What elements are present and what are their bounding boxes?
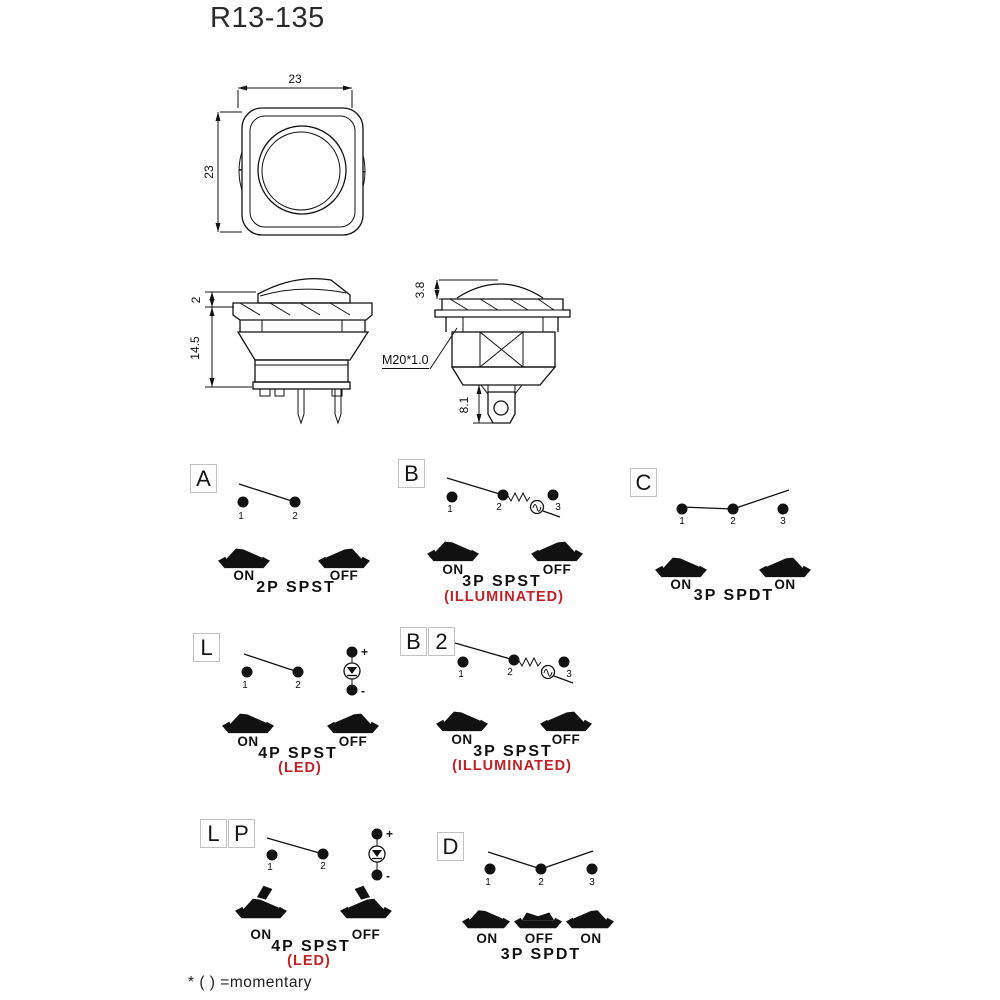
section-l-sub-label: (LED) [278, 760, 322, 776]
rocker-momentary-on-icon [235, 885, 287, 919]
terminal-dot [677, 504, 688, 515]
section-d-badge: D [437, 832, 464, 861]
dim-top-width [238, 72, 352, 108]
terminal-dot [548, 490, 559, 501]
svg-text:2: 2 [189, 296, 203, 304]
svg-text:2: 2 [507, 667, 513, 678]
svg-text:2: 2 [320, 861, 326, 872]
terminal-dot [267, 850, 278, 861]
terminal-hole [494, 401, 508, 415]
svg-text:+: + [386, 827, 394, 841]
dim-body-height [188, 307, 252, 387]
svg-text:2: 2 [295, 680, 301, 691]
svg-text:3: 3 [589, 877, 595, 888]
page-title: R13-135 [210, 2, 325, 34]
dim-top-height [202, 112, 242, 232]
rocker-label: ON [442, 562, 464, 577]
terminal-dot [485, 864, 496, 875]
dim-dome-height [413, 280, 498, 299]
rocker-off-icon [327, 711, 379, 734]
section-a-badge: A [190, 464, 217, 493]
section-lp-sub-label: (LED) [287, 953, 331, 969]
thread-label: M20*1.0 [382, 353, 429, 367]
led-icon [369, 827, 393, 883]
led-icon [344, 645, 368, 698]
svg-text:+: + [361, 645, 369, 659]
terminal-dot [293, 667, 304, 678]
terminal-dot [347, 647, 358, 658]
svg-text:2: 2 [292, 511, 298, 522]
section-b-sub-label: (ILLUMINATED) [444, 589, 564, 605]
rocker-label: OFF [351, 927, 381, 942]
rocker-label: ON [237, 734, 259, 749]
rocker-label: ON [476, 931, 498, 946]
section-lp-badge: L [200, 819, 227, 848]
rocker-label: OFF [542, 562, 572, 577]
switch-lever [244, 654, 298, 672]
terminal-dot [242, 667, 253, 678]
rocker-on-icon [759, 555, 811, 578]
terminal-dot [559, 657, 570, 668]
switch-lever [541, 851, 593, 869]
section-b-circuit [435, 468, 575, 523]
section-b2-badge: B [400, 627, 427, 656]
section-c-badge: C [630, 468, 657, 497]
terminal-dot [458, 657, 469, 668]
svg-text:1: 1 [679, 516, 685, 527]
terminal-dot [372, 870, 383, 881]
rocker-off-icon [540, 709, 592, 732]
rocker-label: ON [250, 927, 272, 942]
section-b-type-label: 3P SPST [462, 573, 542, 590]
terminal-dot [318, 849, 329, 860]
section-b2-circuit [445, 635, 590, 693]
rocker-on-icon [427, 539, 479, 562]
section-l-type-label: 4P SPST [258, 745, 338, 762]
momentary-footnote: * ( ) =momentary [188, 974, 312, 991]
section-c-type-label: 3P SPDT [693, 587, 775, 604]
switch-face [242, 108, 363, 235]
rocker-label: OFF [338, 734, 368, 749]
rocker-label: ON [670, 577, 692, 592]
section-d-circuit [470, 843, 615, 893]
svg-text:2: 2 [496, 502, 502, 513]
rocker-label: ON [451, 732, 473, 747]
svg-text:1: 1 [238, 511, 244, 522]
terminal-dot [587, 864, 598, 875]
resistor-icon [519, 658, 541, 666]
section-a-type-label: 2P SPST [256, 579, 336, 596]
terminal-pin [298, 389, 304, 423]
rocker-momentary-off-icon [340, 885, 392, 919]
rocker-on-icon [218, 546, 270, 569]
terminal-dot [536, 864, 547, 875]
section-b-badge: B [398, 459, 425, 488]
rocker-label: OFF [524, 931, 554, 946]
switch-body [238, 332, 368, 360]
switch-lever [447, 478, 503, 495]
switch-lever [488, 852, 541, 869]
terminal-dot [509, 655, 520, 666]
svg-text:1: 1 [267, 862, 273, 873]
section-l-badge: L [193, 633, 220, 662]
svg-text:-: - [386, 869, 390, 883]
rocker-on-icon [655, 555, 707, 578]
svg-text:8.1: 8.1 [457, 396, 471, 414]
terminal-dot [372, 829, 383, 840]
rocker-off-icon [531, 539, 583, 562]
svg-text:3: 3 [566, 669, 572, 680]
section-a-circuit [225, 470, 335, 525]
section-lp-circuit [255, 826, 400, 886]
svg-text:1: 1 [447, 504, 453, 515]
svg-text:2: 2 [730, 516, 736, 527]
section-l-circuit [230, 638, 375, 700]
terminal-dot [728, 504, 739, 515]
section-c-circuit [660, 480, 800, 530]
terminal-dot [498, 490, 509, 501]
rocker-dome [457, 284, 543, 298]
resistor-icon [508, 493, 530, 501]
section-d-type-label: 3P SPDT [500, 946, 582, 963]
rocker-on-icon [222, 711, 274, 734]
top-view-drawing [180, 70, 390, 250]
terminal-dot [238, 497, 249, 508]
rocker-off-center-icon [514, 908, 562, 929]
svg-text:2: 2 [538, 877, 544, 888]
threaded-body [452, 332, 555, 367]
rocker-label: ON [774, 577, 796, 592]
section-b2-sub-label: (ILLUMINATED) [452, 758, 572, 774]
svg-text:3.8: 3.8 [413, 281, 427, 299]
svg-text:1: 1 [458, 669, 464, 680]
rocker-on-icon [566, 908, 614, 929]
svg-text:-: - [361, 684, 365, 698]
svg-text:3: 3 [780, 516, 786, 527]
svg-text:1: 1 [485, 877, 491, 888]
rocker-label: OFF [329, 568, 359, 583]
terminal-pin [335, 389, 341, 423]
svg-text:1: 1 [242, 680, 248, 691]
rocker-label: ON [233, 568, 255, 583]
section-lp-type-label: 4P SPST [271, 938, 351, 955]
section-b2-badge: 2 [428, 627, 455, 656]
rocker-label: OFF [551, 732, 581, 747]
base-flange [253, 382, 350, 389]
rocker-on-icon [462, 908, 510, 929]
dim-cap-height [189, 292, 256, 307]
svg-text:23: 23 [202, 165, 216, 179]
terminal-dot [778, 504, 789, 515]
section-lp-badge: P [228, 819, 255, 848]
rocker-label: ON [580, 931, 602, 946]
svg-text:14.5: 14.5 [188, 336, 202, 360]
svg-text:3: 3 [555, 502, 561, 513]
terminal-dot [447, 492, 458, 503]
terminal-dot [347, 685, 358, 696]
rocker-on-icon [436, 709, 488, 732]
section-b2-type-label: 3P SPST [473, 743, 553, 760]
svg-text:23: 23 [288, 72, 302, 86]
thread-leader-line [430, 328, 457, 369]
side-view-drawing [180, 262, 385, 437]
terminal-dot [290, 497, 301, 508]
blade-terminal [488, 392, 515, 423]
rocker-off-icon [318, 546, 370, 569]
switch-lever [682, 507, 733, 509]
